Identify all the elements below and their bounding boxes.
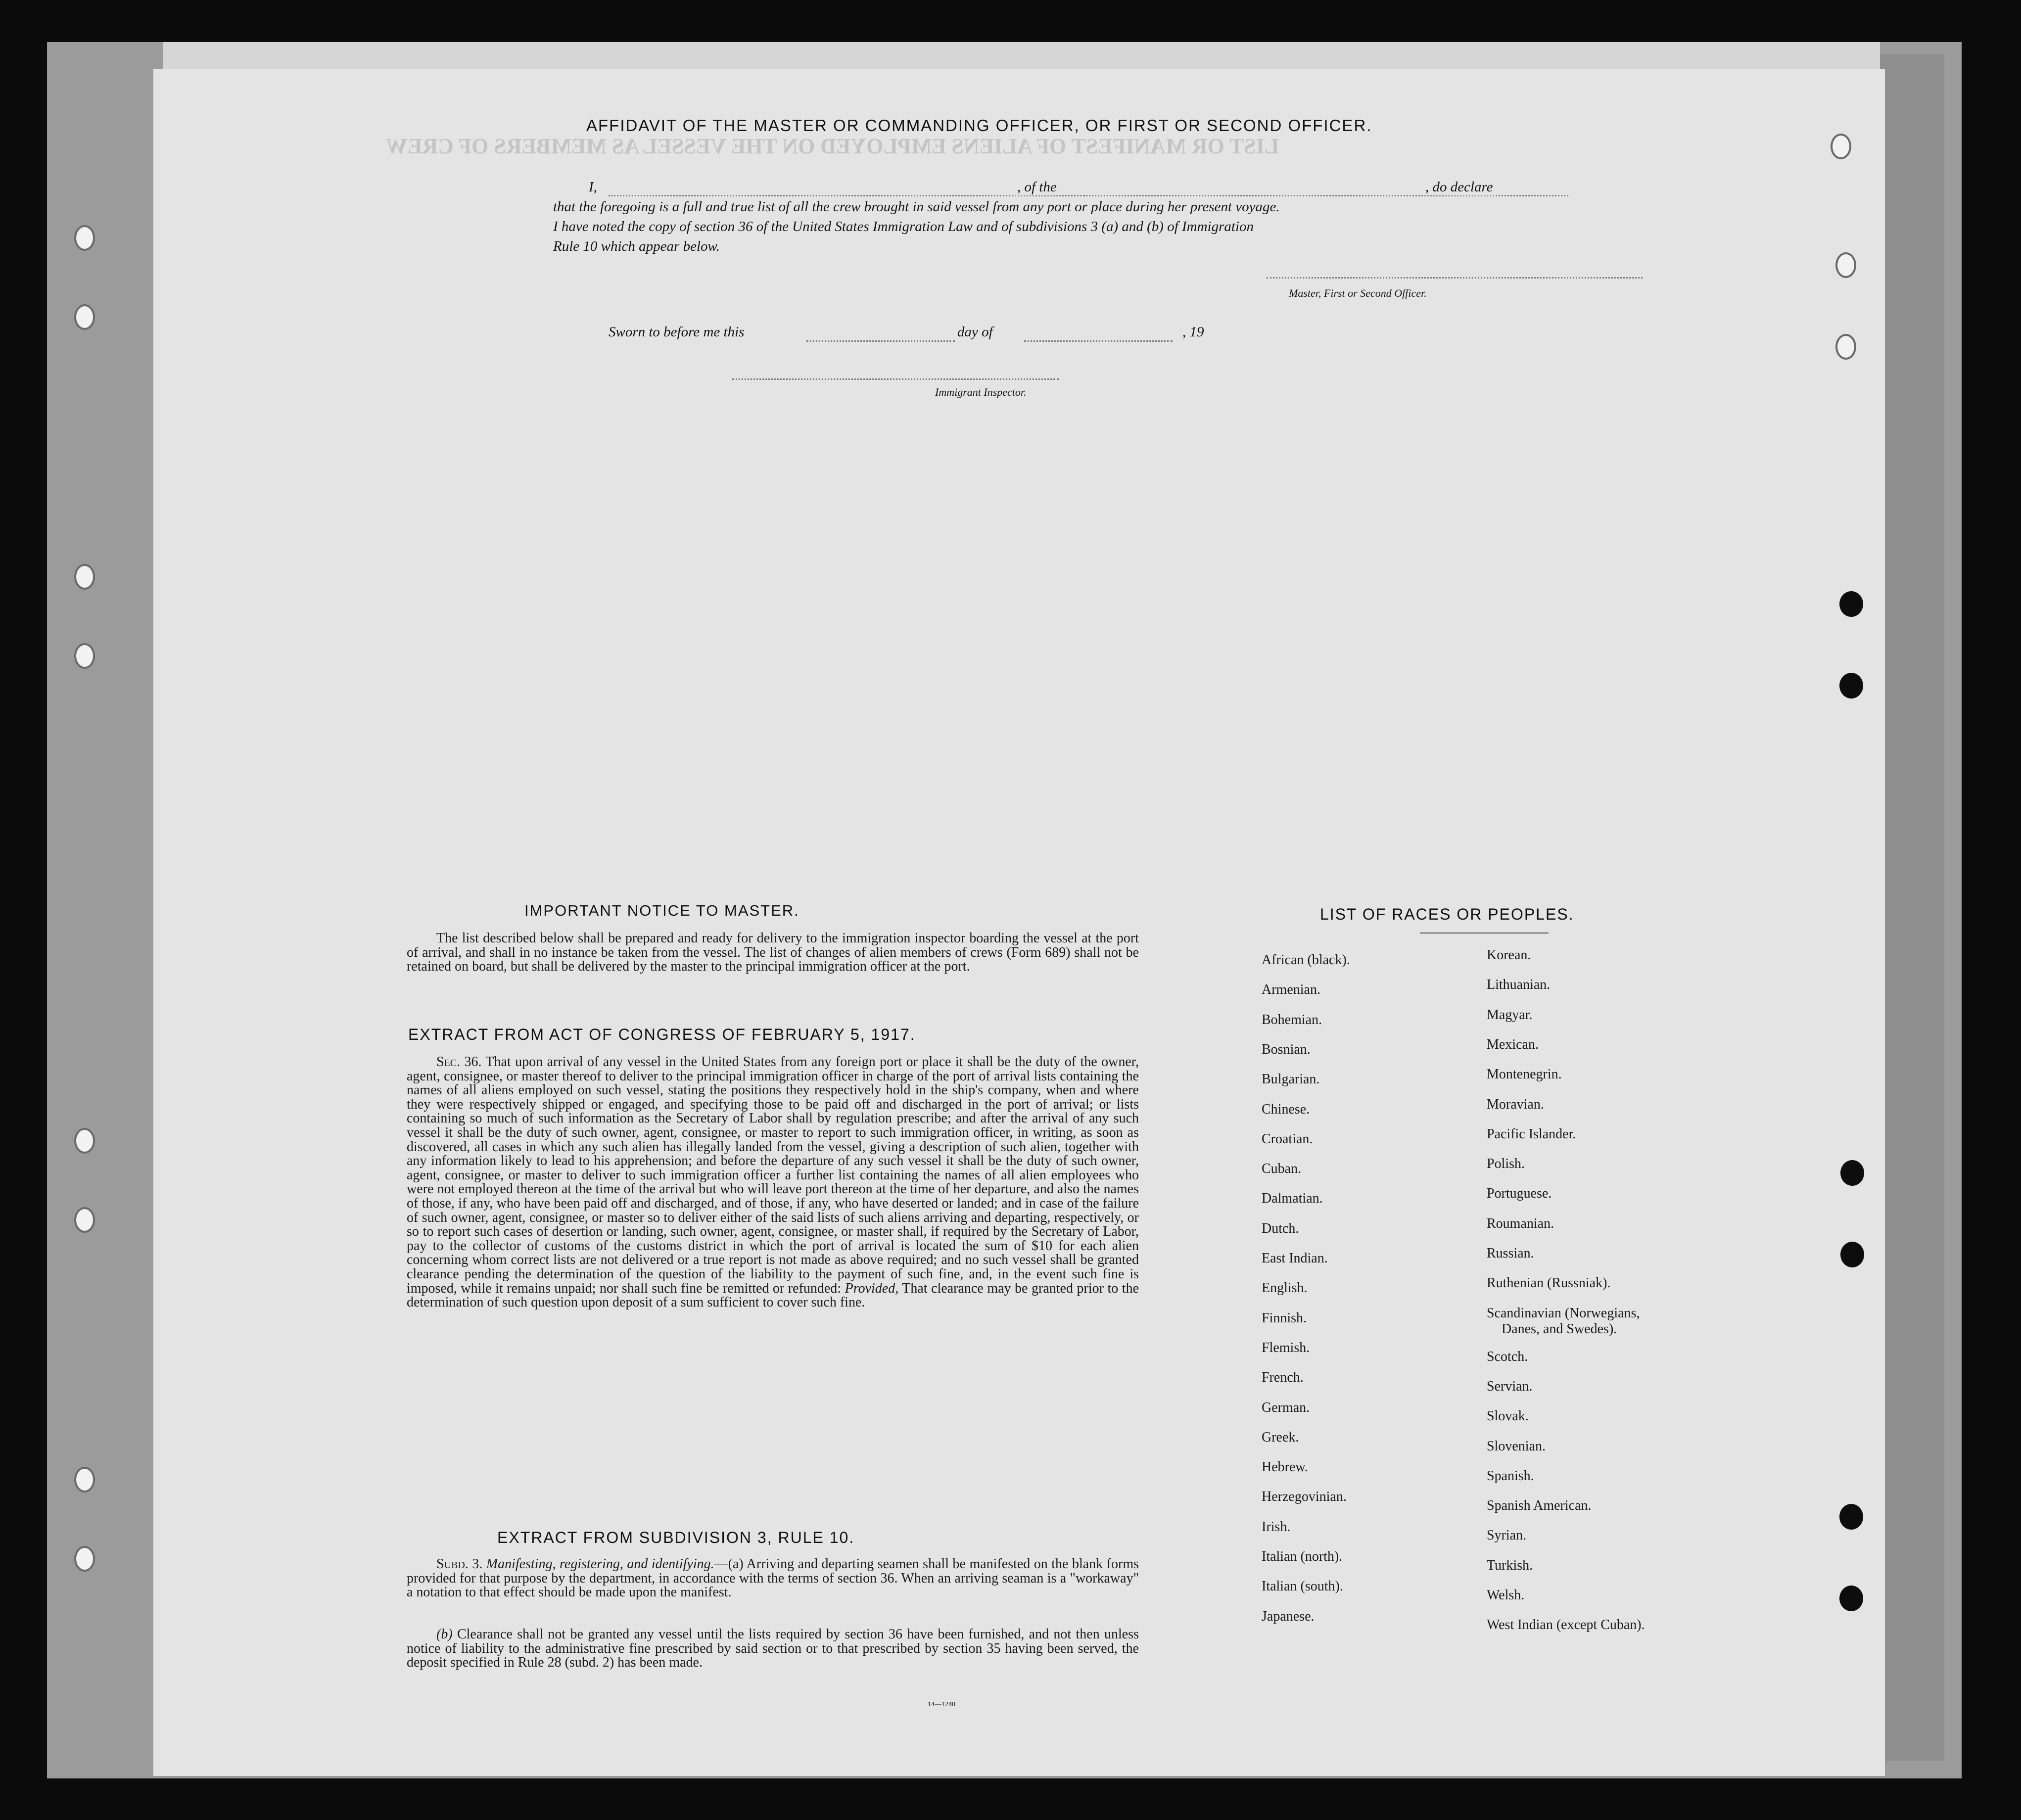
- affidavit-title: AFFIDAVIT OF THE MASTER OR COMMANDING OFFICER, OR FIRST OR SECOND OFFICER.: [586, 116, 1372, 135]
- master-signature-label: Master, First or Second Officer.: [1289, 287, 1427, 299]
- binder-hole: [1839, 673, 1863, 699]
- sheet-edge: [1880, 54, 1944, 1761]
- binder-hole: [1839, 1504, 1863, 1530]
- race-item: Spanish.: [1487, 1468, 1534, 1484]
- extract-rule-part-b: [407, 1628, 1139, 1670]
- race-item: Slovak.: [1487, 1408, 1529, 1424]
- notice-title: IMPORTANT NOTICE TO MASTER.: [524, 902, 799, 919]
- race-item: Scotch.: [1487, 1349, 1528, 1364]
- race-item: Scandinavian (Norwegians,: [1487, 1305, 1640, 1321]
- part-a-text: —(a) Arriving and departing seamen shall be manifested on the blank forms provided for that purpose by the department, in accordance with the terms of section 36. When an arriving seaman is a "workaway" a notation to that effect should be made upon the manifest.: [407, 1556, 1139, 1600]
- race-item: Croatian.: [1262, 1131, 1313, 1147]
- form-number: 14—1240: [928, 1701, 955, 1708]
- race-item: French.: [1262, 1370, 1304, 1386]
- race-item: Finnish.: [1262, 1310, 1307, 1326]
- part-b-text: Clearance shall not be granted any vessel until the lists required by section 36 have been furnished, and not then unless notice of liability to the administrative fine prescribed by said section or to that prescribed by section 35 having been served, the deposit specified in Rule 28 (subd. 2) has been made.: [407, 1627, 1139, 1671]
- extract-rule-part-a: [407, 1557, 1139, 1600]
- extract-act-body: [407, 1055, 1139, 1310]
- race-item: Russian.: [1487, 1246, 1534, 1261]
- section-36-end: That clearance may be granted prior to the determination of such question upon deposit of a sum sufficient to cover such fine.: [407, 1280, 1139, 1310]
- binder-hole: [74, 643, 95, 669]
- bleed-through-title: LIST OR MANIFEST OF ALIENS EMPLOYED ON THE VESSEL AS MEMBERS OF CREW: [386, 134, 1279, 158]
- sworn-month-blank[interactable]: [1024, 340, 1173, 342]
- race-item: Bulgarian.: [1262, 1072, 1320, 1087]
- binder-hole: [74, 564, 95, 590]
- race-item: Polish.: [1487, 1156, 1525, 1172]
- inspector-signature-blank[interactable]: [732, 378, 1059, 380]
- year-text: , 19: [1182, 324, 1204, 340]
- race-item: English.: [1262, 1280, 1308, 1296]
- subd-label: Subd. 3.: [436, 1556, 483, 1572]
- affidavit-of-the: , of the: [1014, 179, 1060, 195]
- binder-hole: [1839, 1586, 1863, 1611]
- binder-hole: [1840, 1160, 1864, 1186]
- binder-hole: [1835, 252, 1856, 278]
- section-36-text: That upon arrival of any vessel in the United States from any foreign port or place it shall be the duty of the owner, agent, consignee, or master thereof to deliver to the principal immigration officer in charge of the port of arrival lists containing the names of all aliens employed on such vessel, stating the positions they respectively hold in the ship's company, when and where they were respectively shipped or engaged, and specifying those to be paid off and discharged in the port of arrival; or lists containing so much of such information as the Secretary of Labor shall by regulation prescribe; and after the arrival of any such vessel it shall be the duty of such owner, agent, consignee, or master to report to such immigration officer, in writing, as soon as discovered, all cases in which any such alien has illegally landed from the vessel, giving a description of such alien, together with any information likely to lead to his apprehension; and before the departure of any such vessel it shall be the duty of such owner, agent, consignee, or master to deliver to such immigration officer a further list containing the names of all alien employees who were not employed thereon at the time of the arrival but who will leave port thereon at the time of her departure, and also the names of those, if any, who have been paid off and discharged, and of those, if any, who have deserted or landed; and in case of the failure of such owner, agent, consignee, or master so to deliver either of the said lists of such aliens arriving and departing, respectively, or so to report such cases of desertion or landing, such owner, agent, consignee, or master shall, if required by the Secretary of Labor, pay to the collector of customs of the customs district in which the port of arrival is located the sum of $10 for each alien concerning whom correct lists are not delivered or a true report is not made as above required; and no such vessel shall be granted clearance pending the determination of the question of the liability to the payment of such fine, and, in the event such fine is imposed, while it remains unpaid; nor shall such fine be remitted or refunded:: [407, 1054, 1139, 1296]
- provided-term: Provided,: [845, 1280, 899, 1296]
- document-page: [153, 69, 1885, 1776]
- binder-hole: [1840, 1242, 1864, 1267]
- race-item: Lithuanian.: [1487, 977, 1551, 993]
- master-signature-blank[interactable]: [1267, 277, 1643, 279]
- race-item: West Indian (except Cuban).: [1487, 1617, 1645, 1633]
- race-item: Italian (north).: [1262, 1549, 1343, 1564]
- race-item: Flemish.: [1262, 1340, 1310, 1355]
- binder-hole: [74, 1207, 95, 1233]
- race-item: Italian (south).: [1262, 1579, 1343, 1594]
- sworn-text: Sworn to before me this: [609, 324, 745, 340]
- race-item: Greek.: [1262, 1429, 1299, 1445]
- binder-hole: [74, 304, 95, 330]
- race-item: Korean.: [1487, 947, 1531, 963]
- race-item: Bosnian.: [1262, 1041, 1311, 1057]
- affidavit-line-3: I have noted the copy of section 36 of the United States Immigration Law and of subdivisions 3 (a) and (b) of Immigration: [553, 219, 1254, 234]
- affidavit-do-declare: , do declare: [1422, 179, 1496, 195]
- race-item: Magyar.: [1487, 1007, 1533, 1023]
- race-item: Welsh.: [1487, 1587, 1525, 1603]
- race-item: Portuguese.: [1487, 1186, 1552, 1202]
- binder-hole: [74, 225, 95, 251]
- affidavit-i: I,: [589, 179, 597, 195]
- binder-hole: [1831, 134, 1851, 159]
- binder-hole: [1839, 591, 1863, 617]
- races-title: LIST OF RACES OR PEOPLES.: [1320, 905, 1574, 923]
- race-item: Irish.: [1262, 1519, 1291, 1535]
- race-item: Ruthenian (Russniak).: [1487, 1275, 1611, 1291]
- race-item: Roumanian.: [1487, 1215, 1554, 1231]
- race-item: Montenegrin.: [1487, 1067, 1562, 1082]
- race-item: German.: [1262, 1400, 1310, 1415]
- day-of-text: day of: [957, 324, 993, 340]
- race-item: Herzegovinian.: [1262, 1489, 1347, 1505]
- race-item: Dutch.: [1262, 1220, 1299, 1236]
- binder-hole: [74, 1546, 95, 1572]
- race-item: Servian.: [1487, 1378, 1533, 1394]
- extract-rule-title: EXTRACT FROM SUBDIVISION 3, RULE 10.: [497, 1529, 855, 1546]
- binder-hole: [74, 1128, 95, 1154]
- sworn-day-blank[interactable]: [806, 340, 955, 342]
- race-item: Dalmatian.: [1262, 1191, 1323, 1207]
- race-item: Pacific Islander.: [1487, 1126, 1576, 1142]
- binder-hole: [74, 1467, 95, 1493]
- affidavit-line-4: Rule 10 which appear below.: [553, 238, 720, 254]
- extract-act-title: EXTRACT FROM ACT OF CONGRESS OF FEBRUARY 5, 1917.: [408, 1026, 916, 1043]
- race-item: Slovenian.: [1487, 1438, 1546, 1454]
- race-item: Spanish American.: [1487, 1498, 1592, 1514]
- part-b-label: (b): [436, 1627, 453, 1642]
- race-item: Moravian.: [1487, 1096, 1544, 1112]
- race-item: Danes, and Swedes).: [1502, 1321, 1617, 1337]
- race-item: Armenian.: [1262, 982, 1320, 998]
- race-item: Hebrew.: [1262, 1459, 1308, 1475]
- race-item: Turkish.: [1487, 1557, 1533, 1573]
- section-label: Sec. 36.: [436, 1054, 482, 1070]
- race-item: Cuban.: [1262, 1161, 1302, 1177]
- binder-hole: [1835, 334, 1856, 360]
- affidavit-line-2: that the foregoing is a full and true list of all the crew brought in said vessel from any port or place during her present voyage.: [553, 199, 1280, 215]
- race-item: African (black).: [1262, 952, 1350, 968]
- race-item: Mexican.: [1487, 1036, 1539, 1052]
- inspector-label: Immigrant Inspector.: [935, 386, 1027, 398]
- race-item: Chinese.: [1262, 1101, 1310, 1117]
- race-item: Japanese.: [1262, 1608, 1315, 1624]
- race-item: East Indian.: [1262, 1251, 1328, 1266]
- race-item: Syrian.: [1487, 1528, 1527, 1543]
- subd-heading: Manifesting, registering, and identifying.: [486, 1556, 714, 1572]
- race-item: Bohemian.: [1262, 1012, 1322, 1027]
- notice-body: The list described below shall be prepared and ready for delivery to the immigration inspector boarding the vessel at the port of arrival, and shall in no instance be taken from the vessel. The list of changes of alien members of crews (Form 689) shall not be retained on board, but shall be delivered by the master to the principal immigration officer at the port.: [407, 931, 1139, 975]
